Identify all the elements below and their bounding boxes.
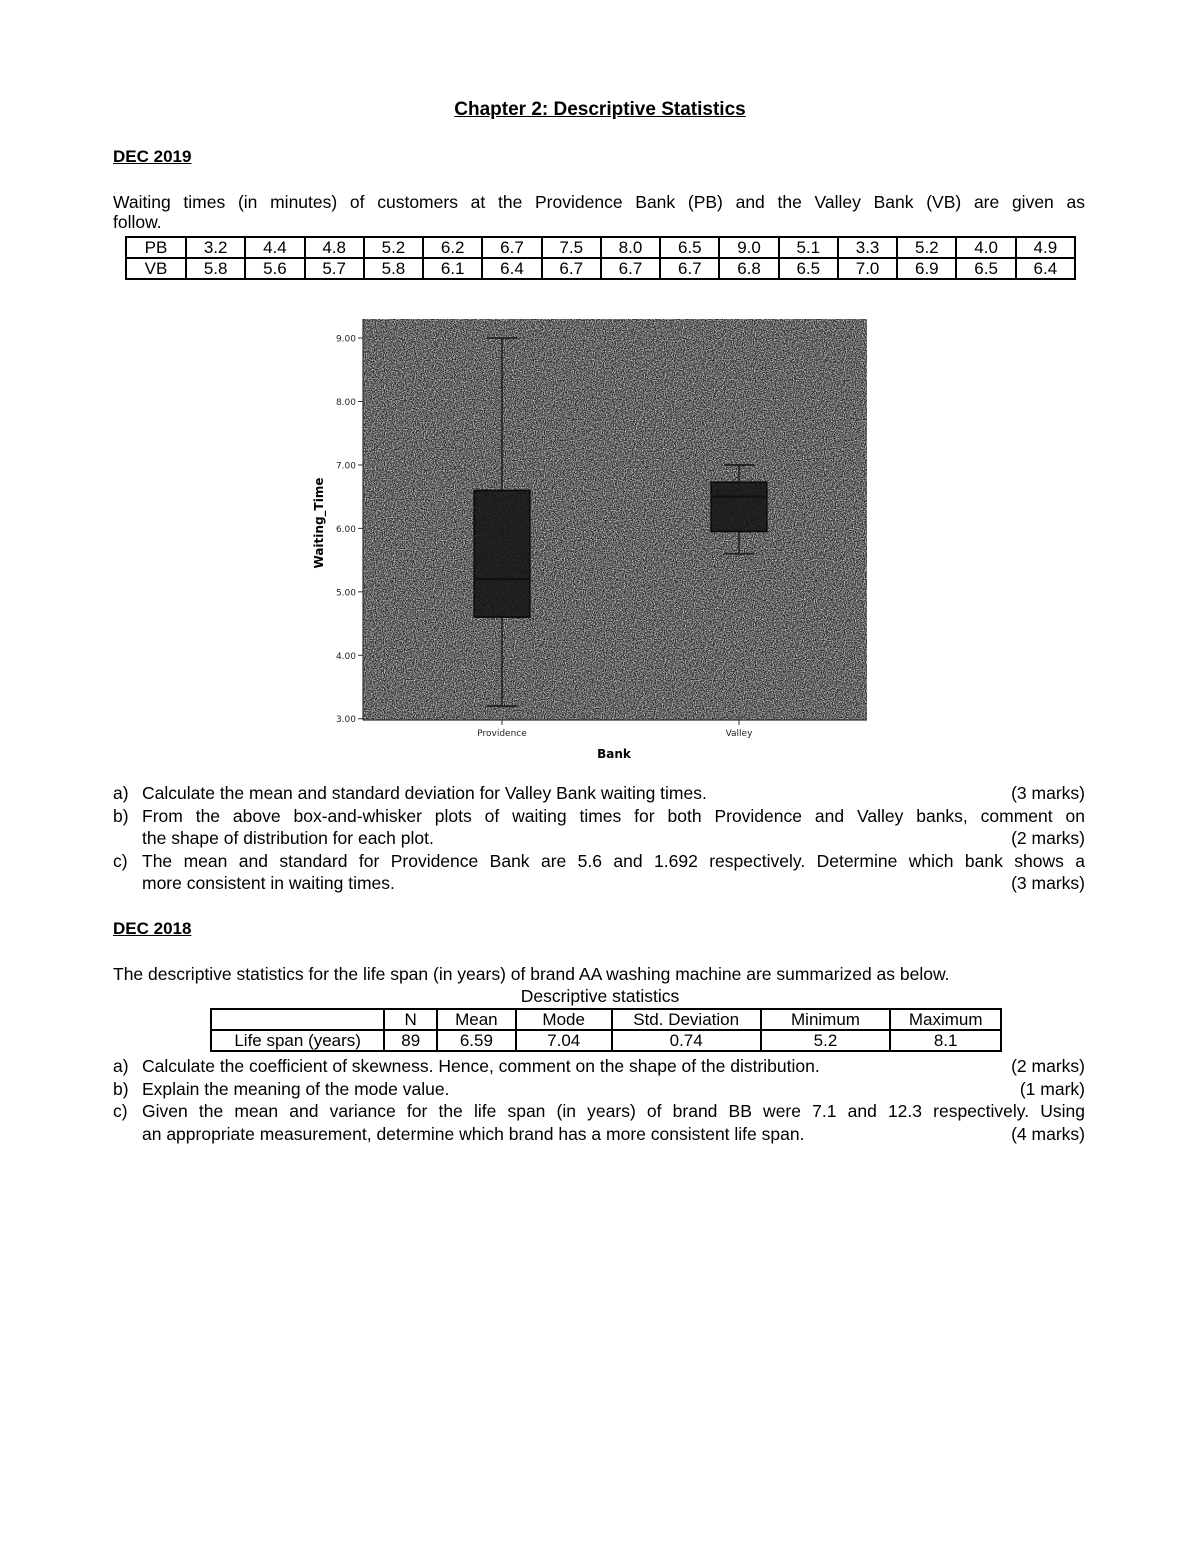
y-tick-label: 3.00 — [335, 715, 356, 726]
table-cell: 6.7 — [601, 258, 660, 279]
question-marks: (3 marks) — [1011, 783, 1085, 803]
table-cell: 5.1 — [779, 237, 838, 258]
table-row — [126, 258, 1075, 279]
question-label: a) — [113, 1056, 129, 1076]
table-cell: 5.2 — [897, 237, 956, 258]
x-tick-label: Providence — [477, 729, 527, 739]
table-row — [211, 1030, 1001, 1051]
table-cell: 5.6 — [245, 258, 304, 279]
table-cell: 5.8 — [186, 258, 245, 279]
question-text: Given the mean and variance for the life span (in years) of brand BB were 7.1 and 12.3 respectively. Using — [142, 1101, 1085, 1121]
table-cell: 7.0 — [838, 258, 897, 279]
question-text: Explain the meaning of the mode value. — [142, 1078, 450, 1099]
table-cell: 6.8 — [719, 258, 778, 279]
plot-texture — [363, 319, 867, 720]
question-marks: (4 marks) — [1011, 1123, 1085, 1144]
waiting-times-table — [125, 236, 1076, 280]
table-cell: 9.0 — [719, 237, 778, 258]
question-text: The mean and standard for Providence Bank are 5.6 and 1.692 respectively. Determine which bank shows a — [142, 850, 1085, 871]
question-marks: (3 marks) — [1011, 873, 1085, 893]
table-cell: 89 — [384, 1030, 437, 1051]
question-item — [113, 1078, 1085, 1101]
question-text: more consistent in waiting times. — [142, 873, 395, 893]
row-label: VB — [126, 258, 186, 279]
table-cell: 6.59 — [437, 1030, 516, 1051]
table-cell: 6.7 — [542, 258, 601, 279]
question-text: an appropriate measurement, determine which brand has a more consistent life span. — [142, 1123, 805, 1144]
question-marks: (1 mark) — [1019, 1078, 1085, 1099]
question-label: c) — [113, 850, 128, 871]
table-cell: 8.1 — [890, 1030, 1001, 1051]
question-label: a) — [113, 783, 129, 803]
question-text: the shape of distribution for each plot. — [142, 828, 434, 848]
question-label: b) — [113, 1078, 129, 1099]
question-marks: (2 marks) — [1011, 828, 1085, 848]
table-cell: 7.5 — [542, 237, 601, 258]
table-cell: 6.5 — [660, 237, 719, 258]
iqr-box-texture — [711, 482, 767, 531]
table-cell: 5.7 — [305, 258, 364, 279]
table-cell: 3.3 — [838, 237, 897, 258]
row-label: PB — [126, 237, 186, 258]
intro-line-1: Waiting times (in minutes) of customers at the Providence Bank (PB) and the Valley Bank (VB) are given as — [113, 192, 1085, 212]
section-heading-dec-2018: DEC 2018 — [113, 919, 192, 938]
y-tick-label: 6.00 — [335, 524, 356, 535]
table-cell: 6.4 — [1016, 258, 1075, 279]
y-tick-label: 9.00 — [335, 334, 356, 345]
table-cell: 6.9 — [897, 258, 956, 279]
question-item — [113, 1100, 1085, 1145]
section-heading-dec-2019: DEC 2019 — [113, 147, 192, 166]
intro-paragraph — [113, 191, 1085, 233]
y-tick-label: 5.00 — [335, 588, 356, 599]
intro-line-2: follow. — [113, 212, 162, 232]
table-cell: 6.7 — [482, 237, 541, 258]
descriptive-stats-table — [210, 1008, 1002, 1052]
table-cell: 5.2 — [761, 1030, 891, 1051]
table-cell: 4.8 — [305, 237, 364, 258]
table-cell: 0.74 — [612, 1030, 761, 1051]
table-cell: 6.5 — [956, 258, 1015, 279]
stats-intro-paragraph: The descriptive statistics for the life span (in years) of brand AA washing machine are summarized as below. — [113, 964, 950, 984]
table-row — [126, 237, 1075, 258]
table-cell: 5.8 — [364, 258, 423, 279]
table-cell: 6.1 — [423, 258, 482, 279]
questions-dec-2018 — [113, 1055, 1085, 1145]
y-axis-label: Waiting_Time — [312, 477, 326, 569]
table-cell: 7.04 — [516, 1030, 612, 1051]
question-text: Calculate the coefficient of skewness. Hence, comment on the shape of the distribution. — [142, 1056, 820, 1076]
page-title: Chapter 2: Descriptive Statistics — [454, 99, 746, 120]
table-cell: 6.7 — [660, 258, 719, 279]
iqr-box-texture — [474, 490, 530, 617]
column-header: Maximum — [890, 1009, 1001, 1030]
question-item — [113, 805, 1085, 850]
table-cell: Life span (years) — [211, 1030, 384, 1051]
x-tick-label: Valley — [725, 729, 753, 739]
column-header: Minimum — [761, 1009, 891, 1030]
table-cell: 4.0 — [956, 237, 1015, 258]
question-item — [113, 1055, 1085, 1078]
stats-table-caption: Descriptive statistics — [520, 986, 680, 1006]
table-cell: 6.4 — [482, 258, 541, 279]
questions-dec-2019 — [113, 782, 1085, 895]
table-cell: 4.4 — [245, 237, 304, 258]
question-text: From the above box-and-whisker plots of waiting times for both Providence and Valley banks, comment on — [142, 805, 1085, 826]
table-cell: 4.9 — [1016, 237, 1075, 258]
column-header: Mode — [516, 1009, 612, 1030]
question-text: Calculate the mean and standard deviation for Valley Bank waiting times. — [142, 783, 707, 803]
y-tick-label: 8.00 — [335, 397, 356, 408]
table-header-row — [211, 1009, 1001, 1030]
table-cell: 6.5 — [779, 258, 838, 279]
table-cell: 3.2 — [186, 237, 245, 258]
boxplot-chart — [290, 305, 910, 775]
column-header: N — [384, 1009, 437, 1030]
question-item — [113, 850, 1085, 895]
column-header — [211, 1009, 384, 1030]
table-cell: 8.0 — [601, 237, 660, 258]
table-cell: 5.2 — [364, 237, 423, 258]
y-tick-label: 7.00 — [335, 461, 356, 472]
question-label: b) — [113, 805, 129, 826]
column-header: Mean — [437, 1009, 516, 1030]
question-marks: (2 marks) — [1011, 1056, 1085, 1076]
table-cell: 6.2 — [423, 237, 482, 258]
question-item — [113, 782, 1085, 805]
y-tick-label: 4.00 — [335, 651, 356, 662]
x-axis-label: Bank — [597, 747, 631, 761]
question-label: c) — [113, 1101, 128, 1121]
column-header: Std. Deviation — [612, 1009, 761, 1030]
